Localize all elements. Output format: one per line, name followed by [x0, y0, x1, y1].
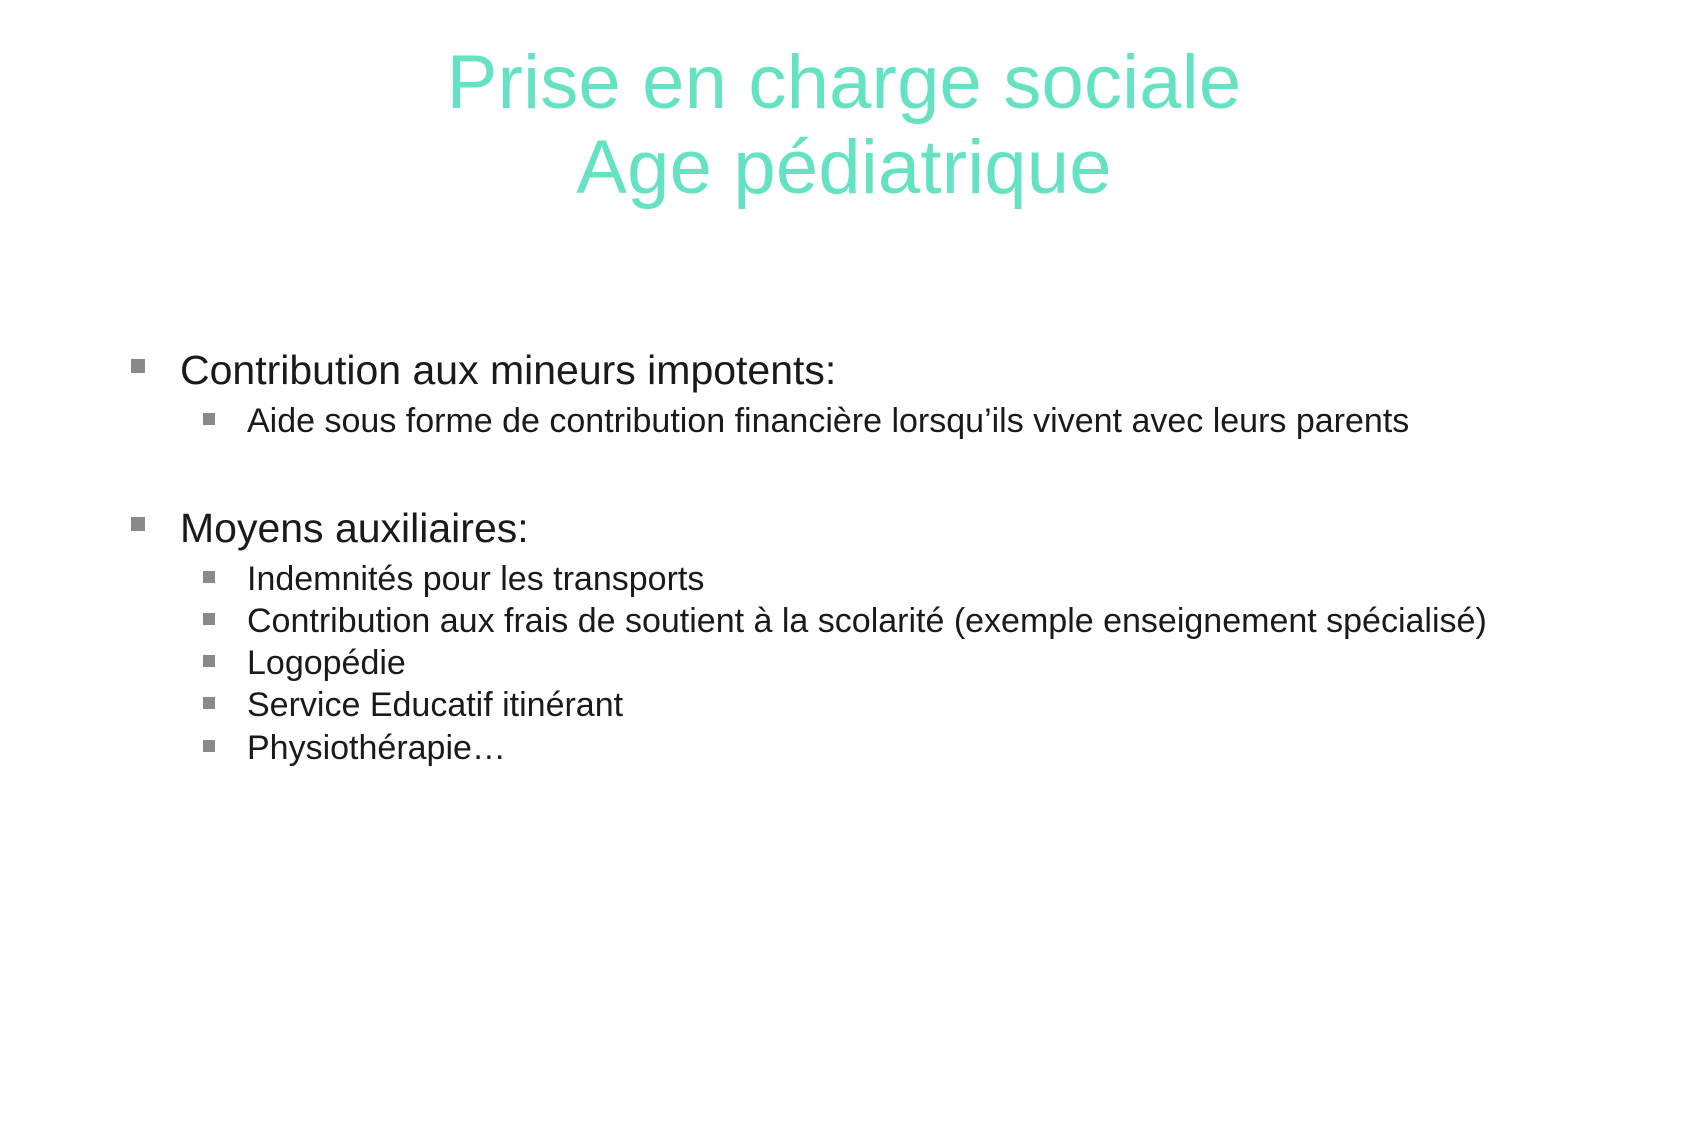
list-item-text: Physiothérapie… [247, 728, 506, 767]
list-item-text: Logopédie [247, 644, 406, 683]
list-item [125, 401, 1555, 441]
section-heading-1 [125, 345, 1555, 395]
slide-title [0, 40, 1688, 210]
title-line-1: Prise en charge sociale [446, 40, 1242, 125]
square-bullet-icon [203, 655, 215, 667]
list-item [125, 728, 1555, 768]
list-item [125, 643, 1555, 683]
square-bullet-icon [131, 359, 145, 373]
section-heading-1-text: Contribution aux mineurs impotents: [180, 347, 837, 393]
list-item-text: Aide sous forme de contribution financière lorsqu’ils vivent avec leurs parents [247, 402, 1410, 441]
square-bullet-icon [203, 697, 215, 709]
list-item-text: Contribution aux frais de soutient à la scolarité (exemple enseignement spécialisé) [247, 602, 1487, 641]
list-item [125, 685, 1555, 725]
list-item [125, 601, 1555, 641]
slide-body [125, 345, 1555, 768]
square-bullet-icon [203, 613, 215, 625]
list-item-text: Service Educatif itinérant [247, 686, 624, 725]
list-item [125, 559, 1555, 599]
section-heading-2 [125, 503, 1555, 553]
section-heading-2-text: Moyens auxiliaires: [180, 505, 529, 552]
section-spacer [125, 441, 1555, 503]
title-line-2: Age pédiatrique [576, 125, 1112, 211]
list-item-text: Indemnités pour les transports [247, 560, 705, 599]
square-bullet-icon [203, 413, 215, 425]
square-bullet-icon [131, 517, 145, 531]
square-bullet-icon [203, 740, 215, 752]
square-bullet-icon [203, 571, 215, 583]
